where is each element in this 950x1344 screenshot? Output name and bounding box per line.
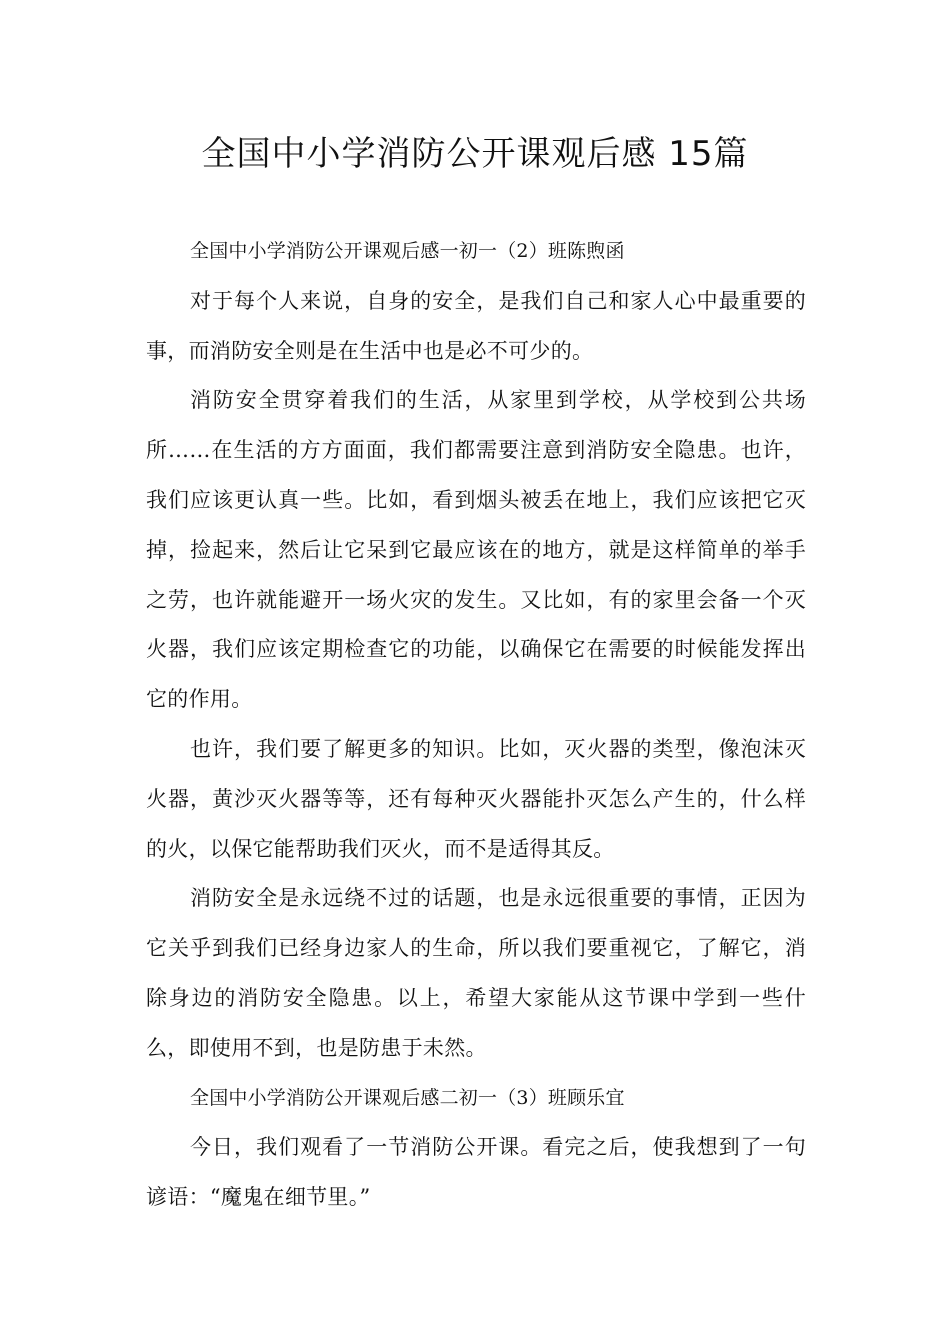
essay-heading: 全国中小学消防公开课观后感一初一（2）班陈煦函 bbox=[190, 240, 625, 262]
essay-heading: 全国中小学消防公开课观后感二初一（3）班顾乐宜 bbox=[190, 1086, 625, 1109]
paragraph: 对于每个人来说，自身的安全，是我们自己和家人心中最重要的事，而消防安全则是在生活中也是必不可少的。 bbox=[146, 288, 806, 363]
paragraph: 今日，我们观看了一节消防公开课。看完之后，使我想到了一句谚语：“魔鬼在细节里。” bbox=[146, 1135, 806, 1210]
document-title: 全国中小学消防公开课观后感 15篇 bbox=[201, 134, 749, 174]
paragraph: 消防安全贯穿着我们的生活，从家里到学校，从学校到公共场所……在生活的方方面面，我们都需要注意到消防安全隐患。也许，我们应该更认真一些。比如，看到烟头被丢在地上，我们应该把它灭掉，捡起来，然后让它呆到它最应该在的地方，就是这样简单的举手之劳，也许就能避开一场火灾的发生。又比如，有的家里会备一个灭火器，我们应该定期检查它的功能，以确保它在需要的时候能发挥出它的作用。 bbox=[146, 388, 806, 712]
paragraph: 消防安全是永远绕不过的话题，也是永远很重要的事情，正因为它关乎到我们已经身边家人的生命，所以我们要重视它，了解它，消除身边的消防安全隐患。以上，希望大家能从这节课中学到一些什么，即使用不到，也是防患于未然。 bbox=[146, 886, 806, 1060]
document-body bbox=[146, 227, 806, 1223]
paragraph: 也许，我们要了解更多的知识。比如，灭火器的类型，像泡沫灭火器，黄沙灭火器等等，还有每种灭火器能扑灭怎么产生的，什么样的火，以保它能帮助我们灭火，而不是适得其反。 bbox=[146, 736, 806, 861]
